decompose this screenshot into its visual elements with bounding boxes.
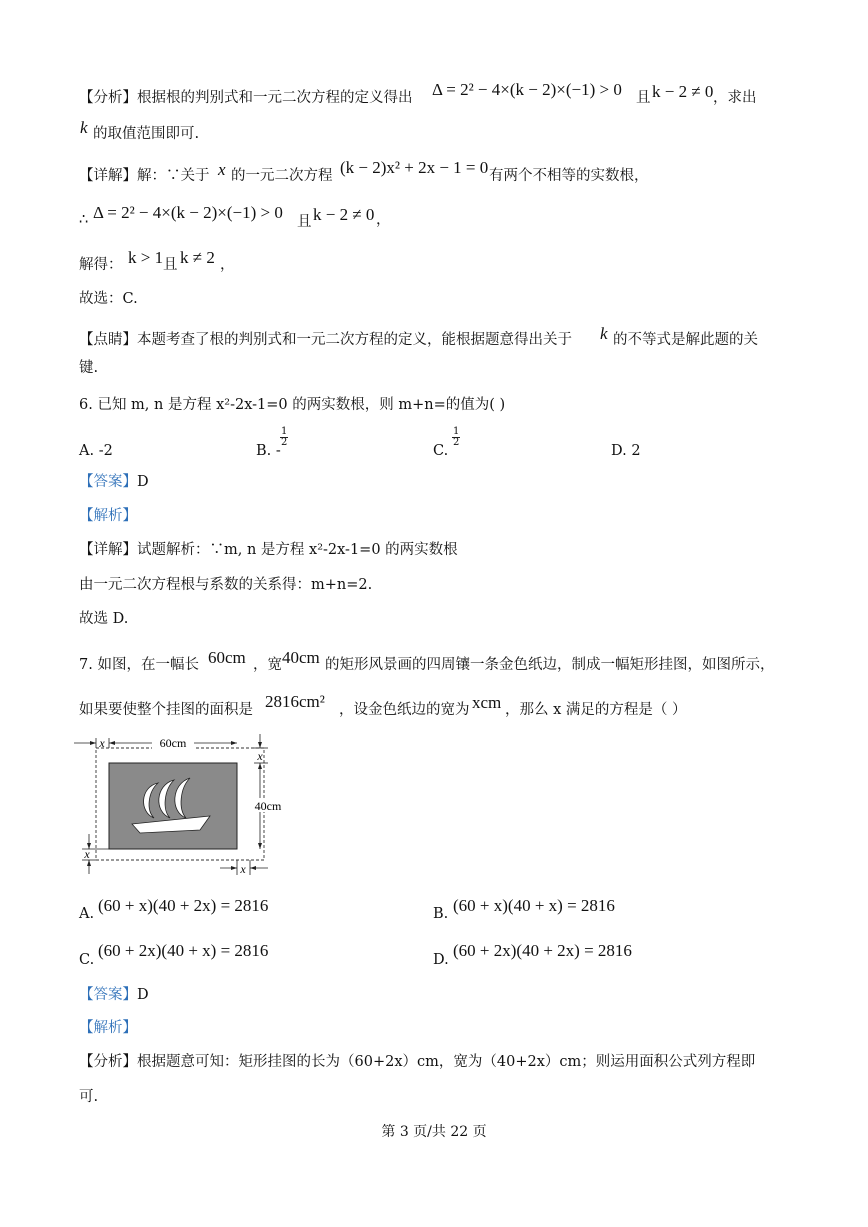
q7-length: 60cm — [208, 648, 246, 667]
k-gt-1: k > 1 — [128, 248, 164, 267]
fraction-numerator: 1 — [453, 426, 460, 437]
arrow-down-icon — [258, 843, 262, 849]
quadratic-equation: (k − 2)x² + 2x − 1 = 0 — [340, 158, 489, 177]
detail-line-1 — [79, 166, 210, 186]
arrow-right-icon — [231, 741, 237, 745]
fraction-denominator: 2 — [281, 437, 288, 448]
q7-stem-a: 7. 如图，在一幅长 — [79, 657, 199, 673]
q7-option-a-label: A. — [79, 906, 95, 922]
framed-painting-figure — [72, 730, 292, 880]
q6-detail-line-3: 故选 D. — [79, 611, 129, 627]
q7-width: 40cm — [282, 648, 320, 667]
q7-fx-line-2: 可. — [79, 1089, 99, 1105]
arrow-left-icon — [250, 866, 256, 870]
q6-stem: 6. 已知 m, n 是方程 x²-2x-1=0 的两实数根，则 m+n=的值为( ) — [79, 397, 506, 413]
right-label: 40cm — [254, 799, 282, 813]
arrow-down-icon — [258, 742, 262, 748]
therefore-symbol: ∴ — [79, 212, 89, 228]
k-condition-formula: k − 2 ≠ 0 — [652, 82, 714, 101]
fx-text: 根据题意可知：矩形挂图的长为（60+2x）cm，宽为（40+2x）cm；则运用面积公式列方程即 — [137, 1054, 756, 1070]
discriminant-formula-2: Δ = 2² − 4×(k − 2)×(−1) > 0 — [93, 203, 283, 222]
q6-option-c-label: C. — [433, 443, 449, 459]
k-variable: k — [80, 118, 88, 137]
q7-option-d-label: D. — [433, 952, 449, 968]
comment-line-2: 键. — [79, 360, 99, 376]
arrow-right-icon — [231, 866, 237, 870]
x-label-top-right: x — [257, 749, 263, 763]
comma: ， — [376, 212, 391, 228]
comment-line-1 — [79, 330, 572, 350]
q7-line2-b: ，设金色纸边的宽为 — [339, 702, 470, 718]
x-label-top-left: x — [99, 736, 105, 750]
detail-text-c: 有两个不相等的实数根， — [489, 168, 649, 184]
fx-tag: 【分析】 — [79, 1054, 137, 1070]
q6-option-a: A. -2 — [79, 443, 113, 459]
q7-fx — [79, 1052, 755, 1072]
fraction-denominator: 2 — [453, 437, 460, 448]
analysis-text-b: ，求出 — [713, 90, 757, 106]
k-neq-2: k ≠ 2 — [180, 248, 215, 267]
answer-value: D — [137, 987, 149, 1003]
x-label-bottom-left: x — [84, 847, 90, 861]
q7-width-var: xcm — [472, 693, 502, 712]
detail-text: 试题解析：∵m, n 是方程 x²-2x-1=0 的两实数根 — [137, 542, 458, 558]
detail-tag: 【详解】 — [79, 168, 137, 184]
choose-c: 故选：C. — [79, 291, 138, 307]
q7-answer — [79, 985, 149, 1005]
analysis-line-1 — [79, 88, 413, 108]
q7-area: 2816cm² — [265, 692, 325, 711]
analysis-tag: 【分析】 — [79, 90, 137, 106]
top-label: 60cm — [159, 736, 187, 750]
detail-text-a: 解：∵关于 — [137, 168, 210, 184]
q7-option-c: (60 + 2x)(40 + x) = 2816 — [98, 941, 269, 960]
conj-text: 且 — [636, 90, 651, 106]
analysis-text: 根据根的判别式和一元二次方程的定义得出 — [137, 90, 413, 106]
x-label-bottom-right: x — [240, 862, 246, 876]
q7-stem-b: ，宽 — [253, 657, 282, 673]
q6-detail — [79, 540, 458, 560]
q7-line2-a: 如果要使整个挂图的面积是 — [79, 702, 253, 718]
discriminant-formula: Δ = 2² − 4×(k − 2)×(−1) > 0 — [432, 80, 622, 99]
q7-option-b-label: B. — [433, 906, 449, 922]
q6-answer — [79, 472, 149, 492]
q7-line2-c: ，那么 x 满足的方程是（ ） — [505, 702, 687, 718]
q7-stem-c: 的矩形风景画的四周镶一条金色纸边，制成一幅矩形挂图，如图所示， — [325, 657, 775, 673]
x-variable: x — [218, 160, 226, 179]
q7-option-d: (60 + 2x)(40 + 2x) = 2816 — [453, 941, 632, 960]
q6-option-b-label: B. - — [256, 443, 281, 459]
q6-option-b-fraction — [280, 427, 288, 448]
fraction-numerator: 1 — [281, 426, 288, 437]
answer-value: D — [137, 474, 149, 490]
conj-text-3: 且 — [163, 257, 178, 273]
q7-analysis-tag: 【解析】 — [79, 1020, 137, 1036]
q7-option-b: (60 + x)(40 + x) = 2816 — [453, 896, 615, 915]
arrow-up-icon — [258, 763, 262, 769]
k-condition-formula-2: k − 2 ≠ 0 — [313, 205, 375, 224]
comment-text-a: 本题考查了根的判别式和一元二次方程的定义，能根据题意得出关于 — [137, 332, 572, 348]
solve-label: 解得： — [79, 257, 123, 273]
answer-tag: 【答案】 — [79, 987, 137, 1003]
analysis-line-2: 的取值范围即可. — [93, 126, 200, 142]
painting-rect — [109, 763, 237, 849]
conj-text-2: 且 — [297, 214, 312, 230]
comment-tag: 【点睛】 — [79, 332, 137, 348]
q7-option-c-label: C. — [79, 952, 95, 968]
answer-tag: 【答案】 — [79, 474, 137, 490]
q6-analysis-tag: 【解析】 — [79, 508, 137, 524]
comma: ， — [220, 257, 235, 273]
q7-option-a: (60 + x)(40 + 2x) = 2816 — [98, 896, 269, 915]
k-variable-2: k — [600, 324, 608, 343]
detail-text-b: 的一元二次方程 — [231, 168, 333, 184]
q6-option-d: D. 2 — [611, 443, 641, 459]
arrow-left-icon — [109, 741, 115, 745]
arrow-right-icon — [90, 741, 96, 745]
q6-detail-line-2: 由一元二次方程根与系数的关系得：m+n=2. — [79, 577, 373, 593]
detail-tag: 【详解】 — [79, 542, 137, 558]
q6-option-c-fraction — [452, 427, 460, 448]
comment-text-b: 的不等式是解此题的关 — [613, 332, 758, 348]
page-footer: 第 3 页/共 22 页 — [381, 1124, 487, 1140]
